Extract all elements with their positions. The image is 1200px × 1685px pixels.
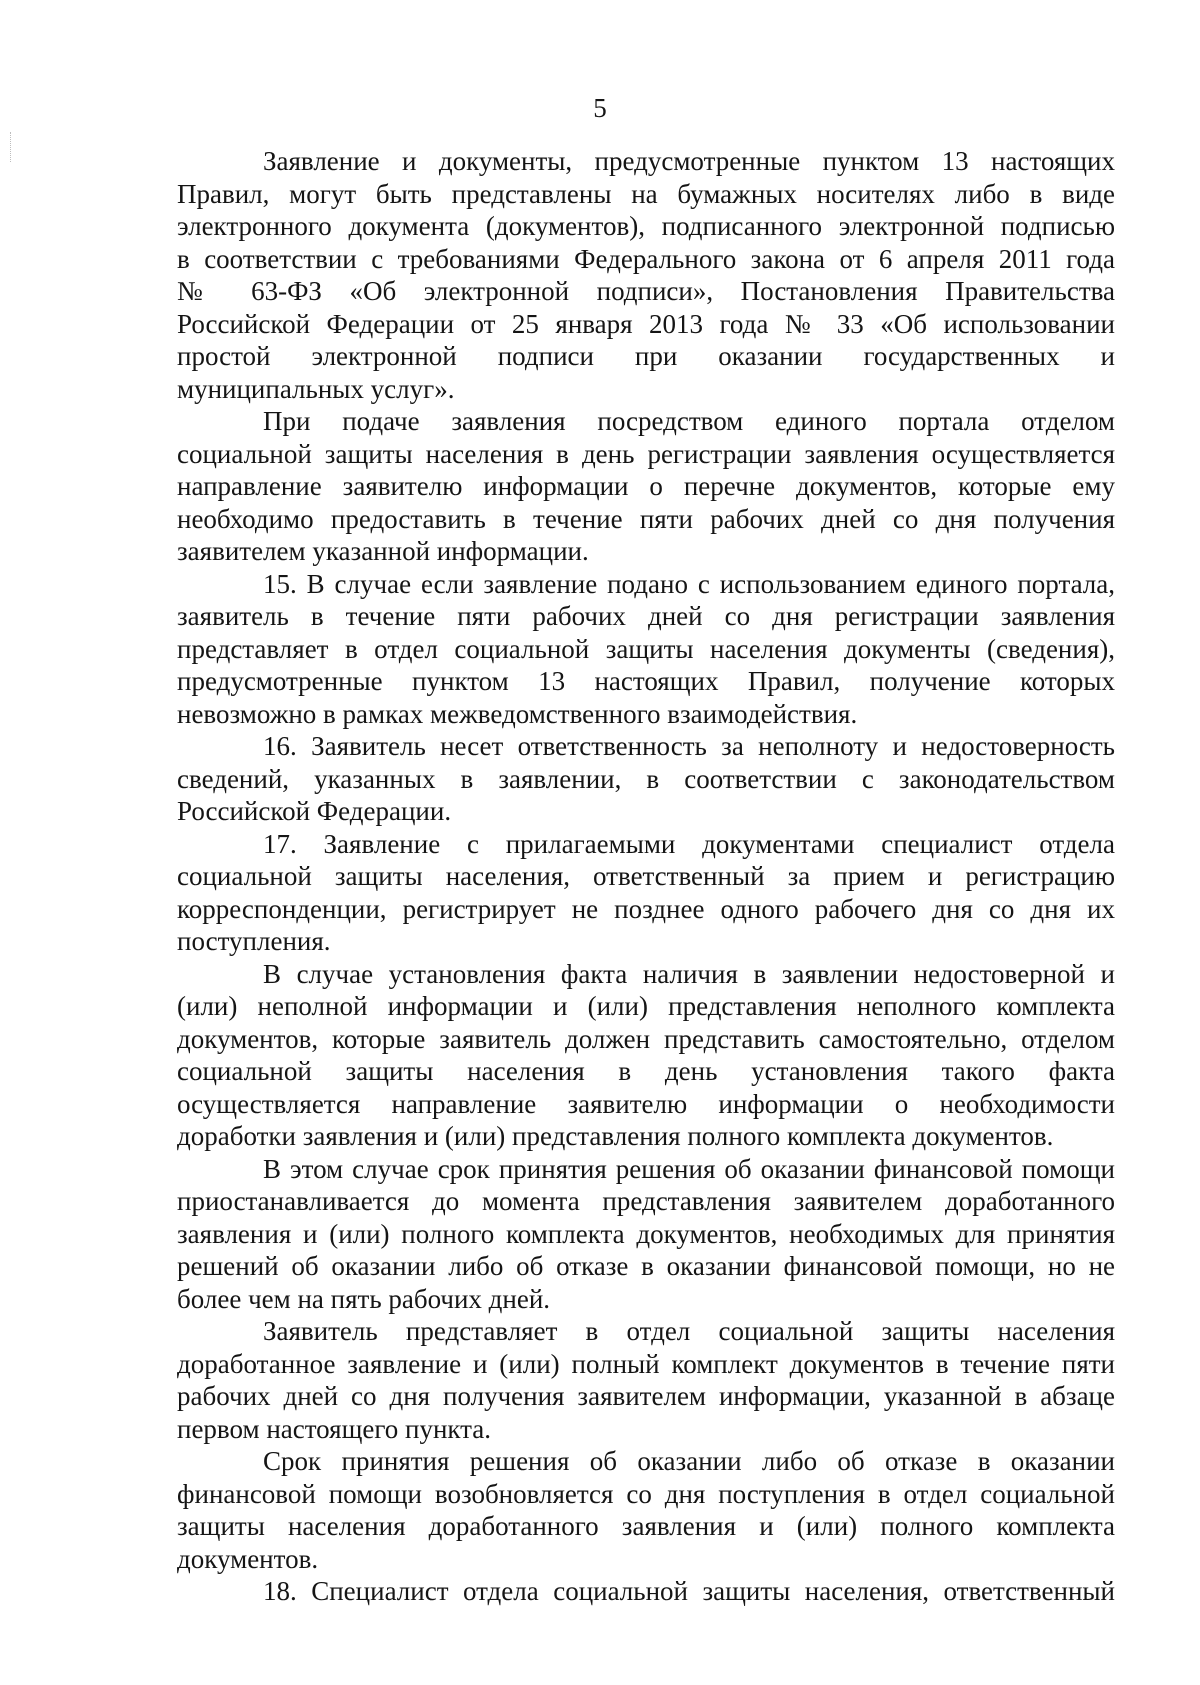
text-line: Правил, могут быть представлены на бумажных носителях либо в виде xyxy=(177,178,1115,209)
text-line: Заявитель представляет в отдел социальной защиты населения xyxy=(263,1316,1115,1346)
text-line: первом настоящего пункта. xyxy=(177,1413,492,1444)
paragraph xyxy=(177,1315,1115,1445)
text-line: невозможно в рамках межведомственного взаимодействия. xyxy=(177,698,858,729)
text-line: социальной защиты населения в день регистрации заявления осуществляется xyxy=(177,438,1115,469)
text-line: финансовой помощи возобновляется со дня поступления в отдел социальной xyxy=(177,1478,1115,1509)
text-line: социальной защиты населения, ответственный за прием и регистрацию xyxy=(177,861,1115,891)
text-line: в соответствии с требованиями Федерального закона от 6 апреля 2011 года xyxy=(177,243,1115,274)
text-line: Российской Федерации от 25 января 2013 года № 33 «Об использовании xyxy=(177,308,1115,339)
document-body xyxy=(177,145,1115,1608)
paragraph xyxy=(177,730,1115,828)
text-line: 16. Заявитель несет ответственность за неполноту и недостоверность xyxy=(263,731,1115,761)
text-line: представляет в отдел социальной защиты населения документы (сведения), xyxy=(177,633,1115,664)
text-line: простой электронной подписи при оказании государственных и xyxy=(177,341,1115,371)
text-line: доработки заявления и (или) представления полного комплекта документов. xyxy=(177,1121,1054,1151)
text-line: (или) неполной информации и (или) представления неполного комплекта xyxy=(177,991,1115,1021)
text-line: необходимо предоставить в течение пяти рабочих дней со дня получения xyxy=(177,503,1115,534)
text-line: социальной защиты населения в день установления такого факта xyxy=(177,1056,1115,1086)
text-line: документов. xyxy=(177,1543,319,1574)
text-line: заявления и (или) полного комплекта документов, необходимых для принятия xyxy=(177,1218,1115,1249)
paragraph xyxy=(177,145,1115,405)
text-line: Российской Федерации. xyxy=(177,796,452,826)
paragraph xyxy=(177,958,1115,1153)
paragraph xyxy=(177,1153,1115,1316)
text-line: направление заявителю информации о перечне документов, которые ему xyxy=(177,471,1115,501)
text-line: предусмотренные пунктом 13 настоящих Правил, получение которых xyxy=(177,666,1115,696)
text-line: поступления. xyxy=(177,926,331,956)
text-line: 15. В случае если заявление подано с использованием единого портала, xyxy=(263,568,1115,599)
text-line: приостанавливается до момента представления заявителем доработанного xyxy=(177,1186,1115,1216)
paragraph xyxy=(177,1575,1115,1608)
text-line: Срок принятия решения об оказании либо об отказе в оказании xyxy=(263,1446,1115,1476)
text-line: заявителем указанной информации. xyxy=(177,536,589,566)
text-line: осуществляется направление заявителю информации о необходимости xyxy=(177,1088,1115,1119)
paragraph xyxy=(177,405,1115,568)
text-line: Заявление и документы, предусмотренные пунктом 13 настоящих xyxy=(263,146,1115,176)
text-line: более чем на пять рабочих дней. xyxy=(177,1283,551,1314)
text-line: корреспонденции, регистрирует не позднее одного рабочего дня со дня их xyxy=(177,893,1115,924)
text-line: документов, которые заявитель должен представить самостоятельно, отделом xyxy=(177,1023,1115,1054)
text-line: В этом случае срок принятия решения об оказании финансовой помощи xyxy=(263,1153,1115,1184)
paragraph xyxy=(177,828,1115,958)
text-line: сведений, указанных в заявлении, в соответствии с законодательством xyxy=(177,763,1115,794)
text-line: При подаче заявления посредством единого портала отделом xyxy=(263,406,1115,436)
page-number: 5 xyxy=(593,93,607,123)
text-line: 18. Специалист отдела социальной защиты населения, ответственный xyxy=(263,1576,1115,1606)
text-line: доработанное заявление и (или) полный комплект документов в течение пяти xyxy=(177,1348,1115,1379)
paragraph xyxy=(177,1445,1115,1575)
scan-edge-marks xyxy=(10,132,13,162)
text-line: рабочих дней со дня получения заявителем информации, указанной в абзаце xyxy=(177,1381,1115,1411)
text-line: В случае установления факта наличия в заявлении недостоверной и xyxy=(263,958,1115,989)
text-line: № 63-ФЗ «Об электронной подписи», Постановления Правительства xyxy=(177,276,1115,306)
text-line: решений об оказании либо об отказе в оказании финансовой помощи, но не xyxy=(177,1251,1115,1281)
text-line: электронного документа (документов), подписанного электронной подписью xyxy=(177,211,1115,241)
text-line: 17. Заявление с прилагаемыми документами специалист отдела xyxy=(263,828,1115,859)
paragraph xyxy=(177,568,1115,731)
text-line: муниципальных услуг». xyxy=(177,373,455,404)
text-line: защиты населения доработанного заявления и (или) полного комплекта xyxy=(177,1511,1115,1541)
text-line: заявитель в течение пяти рабочих дней со дня регистрации заявления xyxy=(177,601,1115,631)
